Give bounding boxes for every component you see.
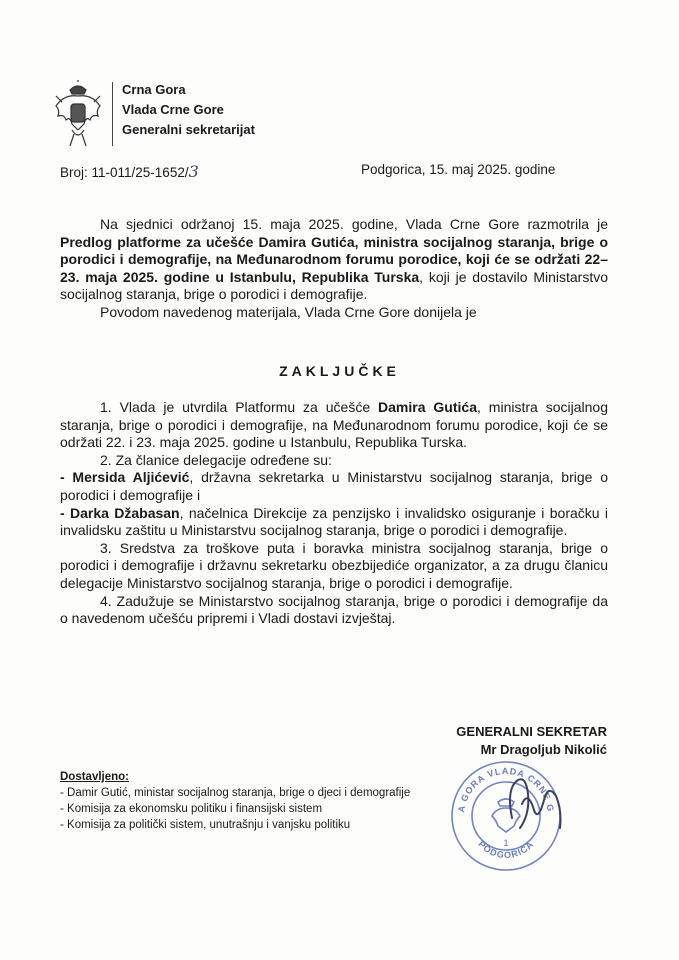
conclusion-1-c: , ministra socijalnog staranja, brige o porodici i demografije, na Međunarodnom forumu porodice, koji će se održati 22. i 23. maja 2025. godine u Istanbulu, Republika Turska.: [60, 399, 609, 451]
stamp-ring-text: A GORA VLADA CRNE G: [456, 765, 556, 814]
intro-p2: Povodom navedenog materijala, Vlada Crne Gore donijela je: [100, 303, 477, 320]
distribution-list: [60, 769, 410, 833]
coat-of-arms-logo: [52, 80, 104, 150]
conclusion-2: 2. Za članice delegacije određene su:: [100, 451, 332, 468]
signature-name: Mr Dragoljub Nikolić: [480, 742, 607, 757]
distribution-item: - Komisija za politički sistem, unutrašnju i vanjsku politiku: [60, 819, 351, 831]
handwritten-signature: [498, 770, 578, 840]
header-secretariat: Generalni sekretarijat: [122, 122, 255, 137]
member-2-name: - Darka Džabasan: [60, 504, 180, 521]
document-title: ZAKLJUČKE: [279, 363, 400, 379]
header-government: Vlada Crne Gore: [122, 102, 224, 117]
reference-handwritten: 3: [188, 162, 199, 181]
distribution-item: - Damir Gutić, ministar socijalnog staranja, brige o djeci i demografije: [60, 787, 411, 799]
signature-block: [456, 723, 607, 759]
member-2: [60, 505, 608, 540]
header-divider: [112, 82, 113, 146]
member-1-name: - Mersida Aljićević: [60, 469, 190, 486]
header-block: [122, 80, 255, 140]
distribution-item: - Komisija za ekonomsku politiku i finansijski sistem: [60, 803, 323, 815]
stamp-city: PODGORICA: [476, 838, 536, 861]
conclusion-4: 4. Zadužuje se Ministarstvo socijalnog staranja, brige o porodici i demografije da o navedenom učešću pripremi i Vladi dostavi izvještaj.: [60, 592, 608, 627]
place-date: Podgorica, 15. maj 2025. godine: [361, 162, 556, 177]
member-2-role: , načelnica Direkcije za penzijsko i invalidsko osiguranje i boračku i invalidsku zaštitu u Ministarstvu socijalnog staranja, brige o porodici i demografije.: [60, 504, 609, 539]
intro-p1-text-c: , koji je dostavilo Ministarstvo socijalnog staranja, brige o porodici i demografije.: [60, 268, 609, 303]
intro-paragraph: [60, 216, 608, 322]
conclusion-1: [60, 399, 608, 452]
stamp-number: 1: [503, 838, 509, 848]
distribution-heading: Dostavljeno:: [60, 771, 130, 783]
signature-title: GENERALNI SEKRETAR: [456, 724, 607, 739]
intro-p1-bold: Predlog platforme za učešće Damira Gutića, ministra socijalnog staranja, brige o porodici i demografije, na Međunarodnom forumu porodice, koji će se održati 22–23. maja 2025. godine u Istanbulu, Republika Turska: [60, 233, 608, 285]
header-country: Crna Gora: [122, 82, 186, 97]
conclusion-1-a: 1. Vlada je utvrdila Platformu za učešće: [100, 399, 379, 415]
conclusions: [60, 399, 608, 628]
member-1: [60, 469, 608, 504]
member-1-role: , državna sekretarka u Ministarstvu socijalnog staranja, brige o porodici i demografije i: [60, 469, 608, 503]
reference-number: [60, 162, 199, 181]
intro-p1: [60, 216, 608, 304]
reference-number-text: Broj: 11-011/25-1652/: [60, 165, 189, 180]
conclusion-1-bold: Damira Gutića: [378, 399, 477, 415]
intro-p1-text-a: Na sjednici održanoj 15. maja 2025. godine, Vlada Crne Gore razmotrila je: [100, 216, 608, 232]
conclusion-3: 3. Sredstva za troškove puta i boravka ministra socijalnog staranja, brige o porodici i demografije i državnu sekretarku obezbijediće organizator, a za drugu članicu delegacije Ministarstvo socijalnog staranja, brige o porodici i demografije.: [60, 539, 608, 591]
